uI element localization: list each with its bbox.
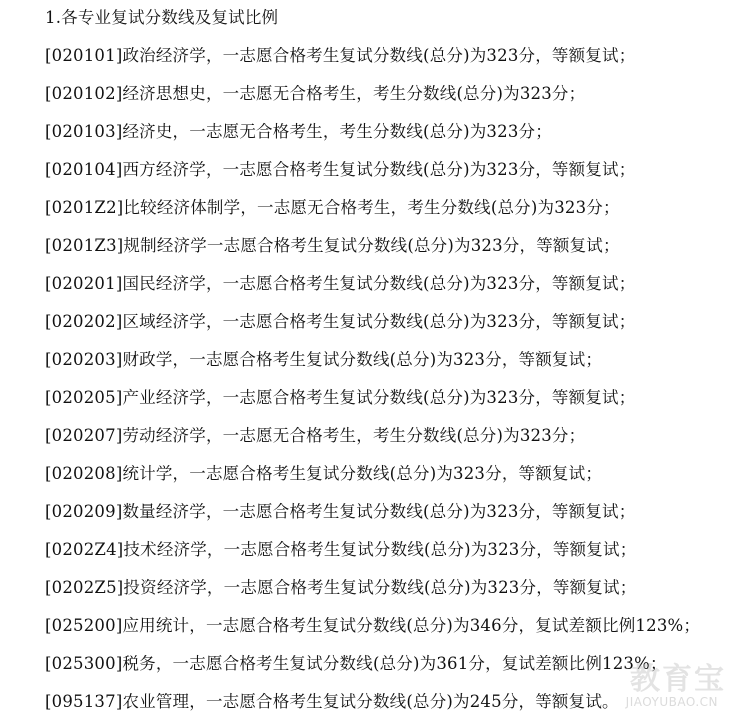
- score-line: [0201Z3]规制经济学一志愿合格考生复试分数线(总分)为323分，等额复试；: [45, 236, 620, 255]
- score-lines-list: [45, 44, 735, 728]
- score-line: [020103]经济史，一志愿无合格考生，考生分数线(总分)为323分；: [45, 122, 552, 141]
- score-line: [025200]应用统计，一志愿合格考生复试分数线(总分)为346分，复试差额比例123%；: [45, 616, 701, 635]
- score-line: [020202]区域经济学，一志愿合格考生复试分数线(总分)为323分，等额复试；: [45, 312, 636, 331]
- score-line: [0202Z4]技术经济学，一志愿合格考生复试分数线(总分)为323分，等额复试；: [45, 540, 637, 559]
- score-line: [0202Z5]投资经济学，一志愿合格考生复试分数线(总分)为323分，等额复试；: [45, 578, 637, 597]
- score-line: [025300]税务，一志愿合格考生复试分数线(总分)为361分，复试差额比例123%；: [45, 654, 667, 673]
- watermark-url: JIAOYUBAO.CN: [625, 695, 718, 709]
- score-line: [020207]劳动经济学，一志愿无合格考生，考生分数线(总分)为323分；: [45, 426, 586, 445]
- score-line: [020101]政治经济学，一志愿合格考生复试分数线(总分)为323分，等额复试；: [45, 46, 636, 65]
- score-line: [020201]国民经济学，一志愿合格考生复试分数线(总分)为323分，等额复试；: [45, 274, 636, 293]
- score-line: [020102]经济思想史，一志愿无合格考生，考生分数线(总分)为323分；: [45, 84, 586, 103]
- score-line: [020205]产业经济学，一志愿合格考生复试分数线(总分)为323分，等额复试；: [45, 388, 636, 407]
- section-heading: 1.各专业复试分数线及复试比例: [45, 8, 279, 27]
- score-line: [095137]农业管理，一志愿合格考生复试分数线(总分)为245分，等额复试。: [45, 692, 619, 711]
- score-line: [020208]统计学，一志愿合格考生复试分数线(总分)为323分，等额复试；: [45, 464, 603, 483]
- score-line: [020209]数量经济学，一志愿合格考生复试分数线(总分)为323分，等额复试；: [45, 502, 636, 521]
- score-line: [020104]西方经济学，一志愿合格考生复试分数线(总分)为323分，等额复试；: [45, 160, 636, 179]
- score-line: [020203]财政学，一志愿合格考生复试分数线(总分)为323分，等额复试；: [45, 350, 603, 369]
- score-line: [0201Z2]比较经济体制学，一志愿无合格考生，考生分数线(总分)为323分；: [45, 198, 620, 217]
- watermark-text: 教育宝: [630, 662, 726, 697]
